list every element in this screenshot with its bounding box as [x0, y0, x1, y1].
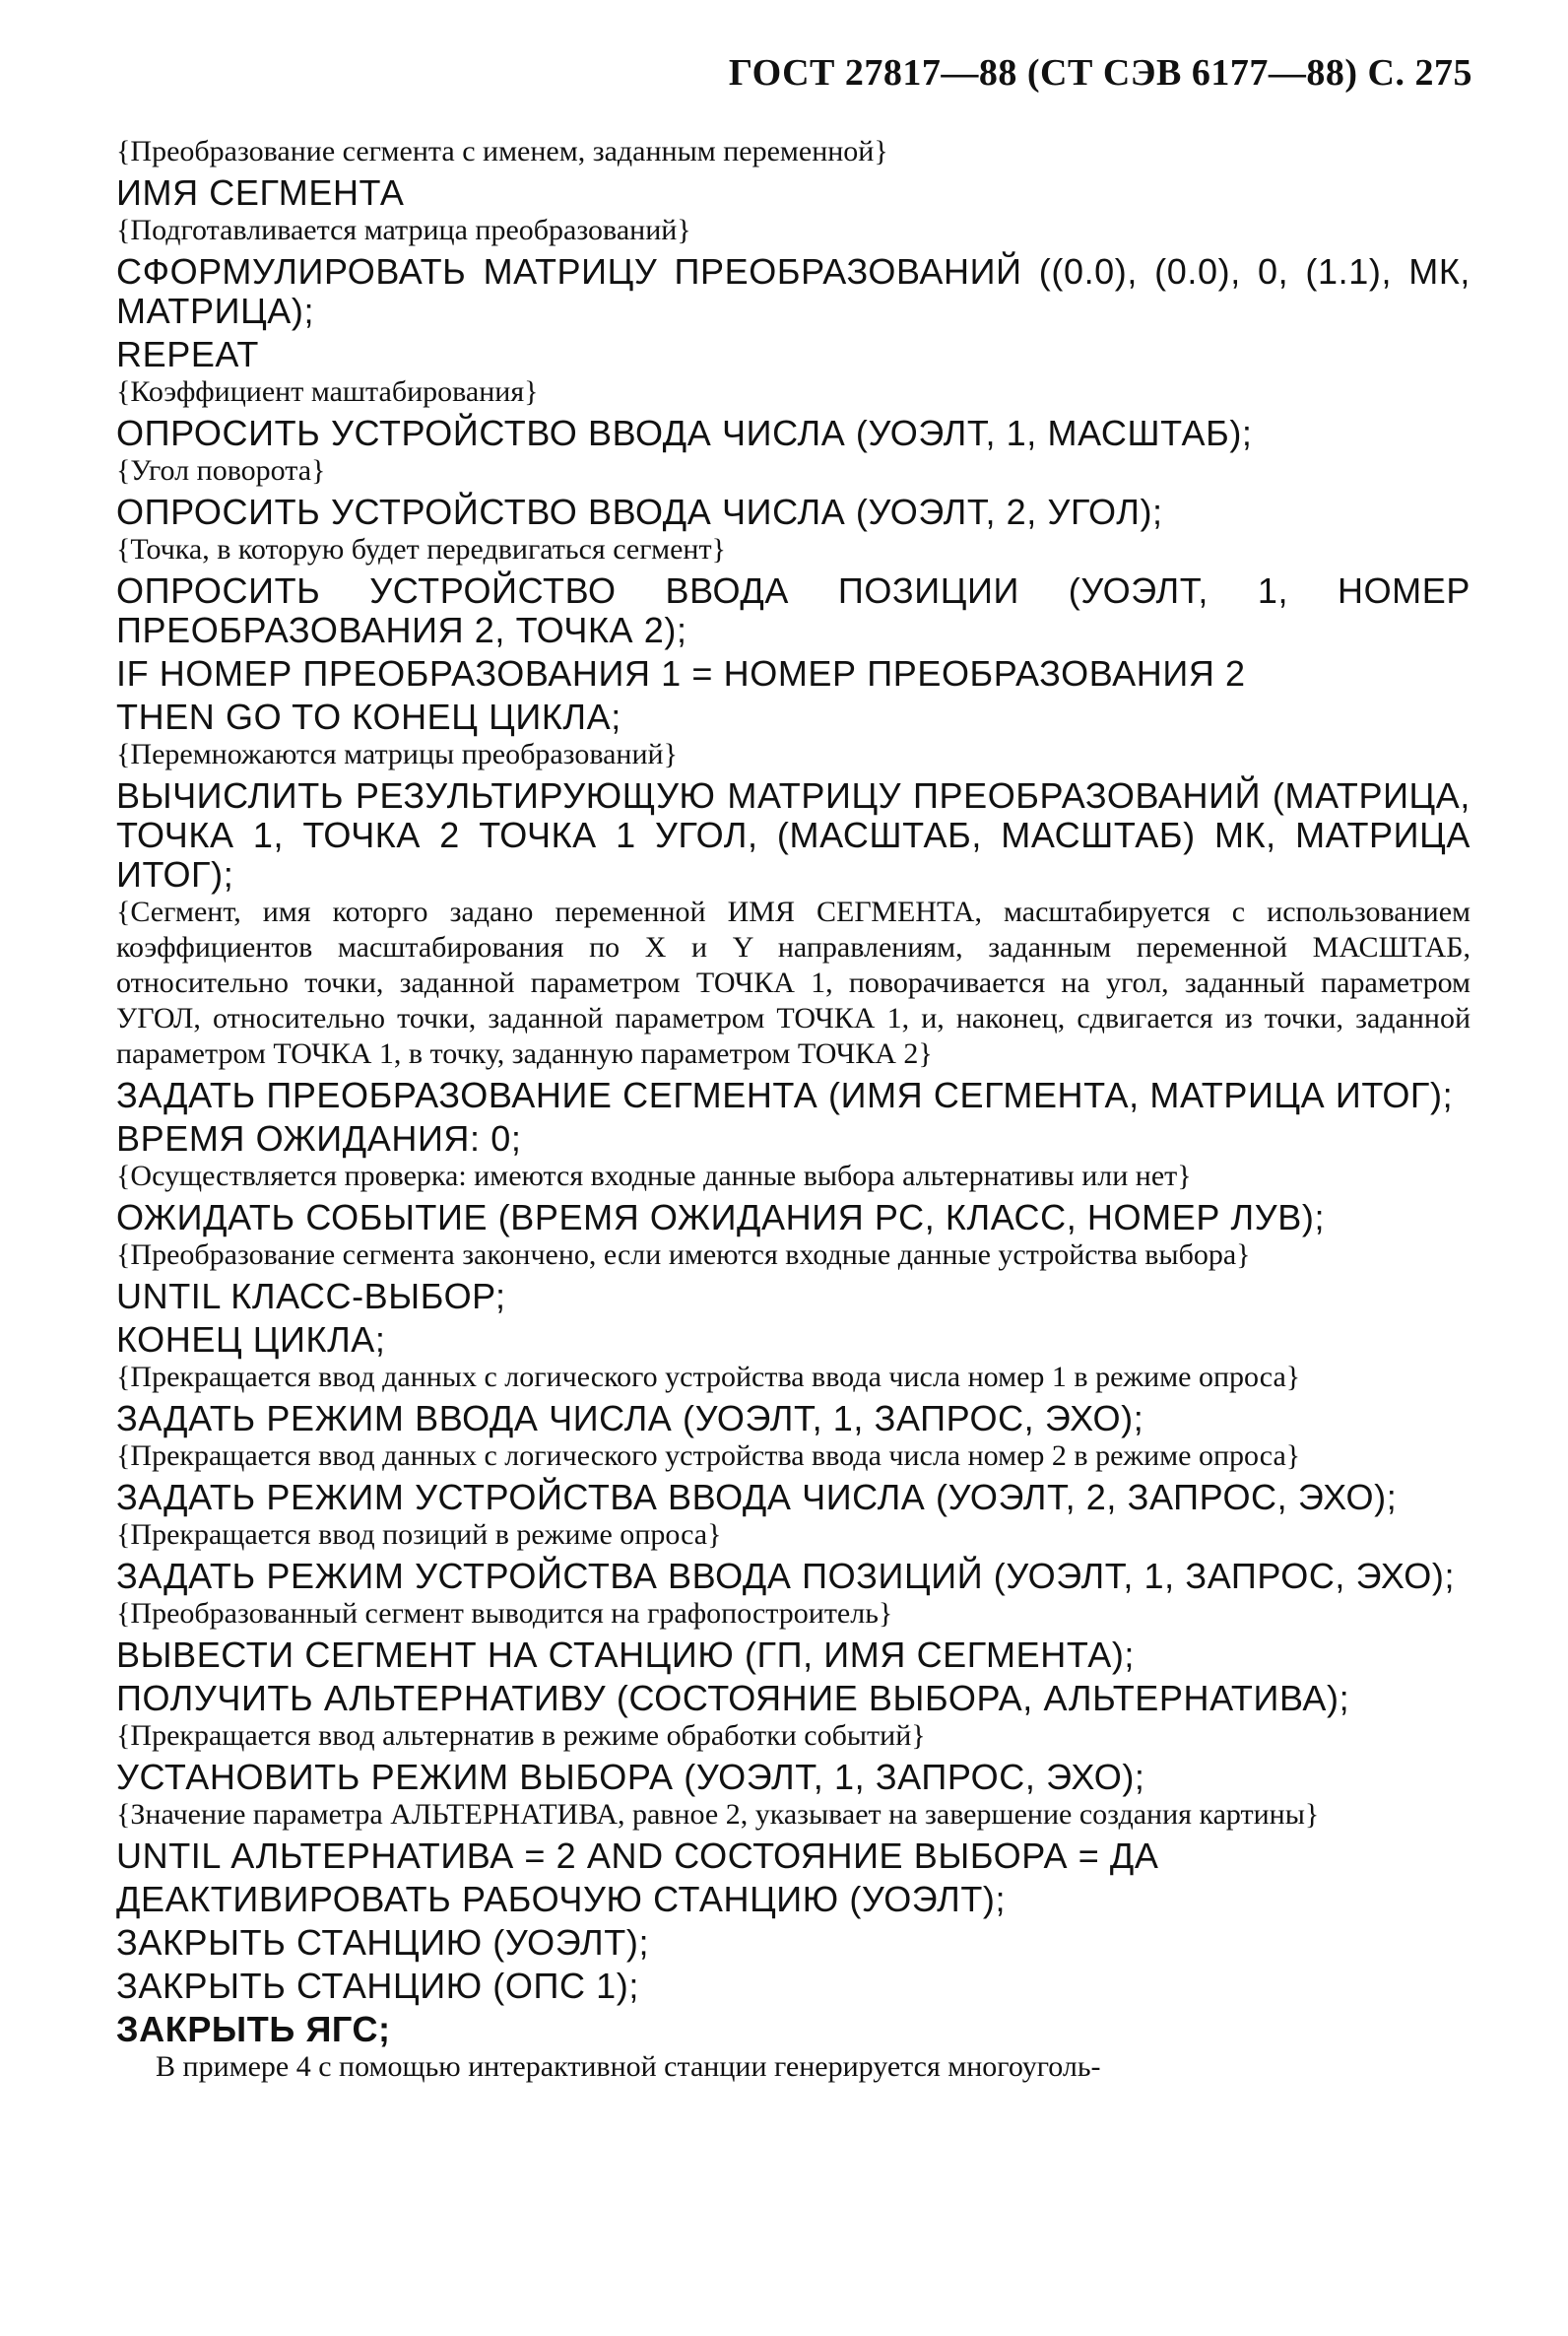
code-statement: REPEAT	[116, 334, 259, 374]
code-comment: {Прекращается ввод данных с логического устройства ввода числа номер 1 в режиме опроса}	[116, 1361, 1301, 1393]
code-statement: СФОРМУЛИРОВАТЬ МАТРИЦУ ПРЕОБРАЗОВАНИЙ ((0.0), (0.0), 0, (1.1), МК, МАТРИЦА);	[116, 251, 1481, 331]
code-comment: {Прекращается ввод позиций в режиме опроса}	[116, 1518, 722, 1551]
code-comment: {Преобразование сегмента закончено, если имеются входные данные устройства выбора}	[116, 1238, 1251, 1271]
code-comment: {Преобразованный сегмент выводится на графопостроитель}	[116, 1597, 893, 1630]
code-statement: ЗАДАТЬ ПРЕОБРАЗОВАНИЕ СЕГМЕНТА (ИМЯ СЕГМЕНТА, МАТРИЦА ИТОГ);	[116, 1075, 1454, 1115]
code-comment: {Сегмент, имя которго задано переменной ИМЯ СЕГМЕНТА, масштабируется с использованием коэффициентов масштабирования по X и Y направлениям, заданным переменной МАСШТАБ, относительно точки, заданной параметром ТОЧКА 1, поворачивается на угол, заданный параметром УГОЛ, относительно точки, заданной параметром ТОЧКА 1, и, наконец, сдвигается из точки, заданной параметром ТОЧКА 1, в точку, заданную параметром ТОЧКА 2}	[116, 896, 1478, 1070]
code-statement: ОЖИДАТЬ СОБЫТИЕ (ВРЕМЯ ОЖИДАНИЯ РС, КЛАСС, НОМЕР ЛУВ);	[116, 1197, 1326, 1237]
code-statement: УСТАНОВИТЬ РЕЖИМ ВЫБОРА (УОЭЛТ, 1, ЗАПРОС, ЭХО);	[116, 1757, 1145, 1797]
code-statement: ЗАКРЫТЬ СТАНЦИЮ (УОЭЛТ);	[116, 1922, 650, 1963]
code-comment: {Прекращается ввод альтернатив в режиме обработки событий}	[116, 1719, 926, 1752]
document-body	[116, 134, 1481, 2085]
code-comment: {Значение параметра АЛЬТЕРНАТИВА, равное 2, указывает на завершение создания картины}	[116, 1798, 1320, 1831]
code-statement: КОНЕЦ ЦИКЛА;	[116, 1319, 386, 1360]
code-statement: IF НОМЕР ПРЕОБРАЗОВАНИЯ 1 = НОМЕР ПРЕОБРАЗОВАНИЯ 2	[116, 653, 1246, 694]
code-statement: ЗАДАТЬ РЕЖИМ УСТРОЙСТВА ВВОДА ПОЗИЦИЙ (УОЭЛТ, 1, ЗАПРОС, ЭХО);	[116, 1556, 1456, 1596]
code-statement: ВЫВЕСТИ СЕГМЕНТ НА СТАНЦИЮ (ГП, ИМЯ СЕГМЕНТА);	[116, 1635, 1136, 1675]
code-statement: ОПРОСИТЬ УСТРОЙСТВО ВВОДА ПОЗИЦИИ (УОЭЛТ, 1, НОМЕР ПРЕОБРАЗОВАНИЯ 2, ТОЧКА 2);	[116, 570, 1481, 650]
code-statement: ПОЛУЧИТЬ АЛЬТЕРНАТИВУ (СОСТОЯНИЕ ВЫБОРА, АЛЬТЕРНАТИВА);	[116, 1678, 1350, 1718]
code-statement: ДЕАКТИВИРОВАТЬ РАБОЧУЮ СТАНЦИЮ (УОЭЛТ);	[116, 1879, 1007, 1919]
page-header: ГОСТ 27817—88 (СТ СЭВ 6177—88) С. 275	[728, 52, 1472, 94]
code-statement: UNTIL КЛАСС-ВЫБОР;	[116, 1276, 506, 1316]
code-comment: {Прекращается ввод данных с логического устройства ввода числа номер 2 в режиме опроса}	[116, 1439, 1301, 1472]
code-statement: ВРЕМЯ ОЖИДАНИЯ: 0;	[116, 1118, 522, 1159]
code-statement: ЗАКРЫТЬ СТАНЦИЮ (ОПС 1);	[116, 1966, 639, 2006]
code-statement: ОПРОСИТЬ УСТРОЙСТВО ВВОДА ЧИСЛА (УОЭЛТ, 2, УГОЛ);	[116, 492, 1163, 532]
body-paragraph: В примере 4 с помощью интерактивной станции генерируется многоуголь-	[156, 2050, 1101, 2083]
code-comment: {Угол поворота}	[116, 454, 326, 487]
code-statement: ЗАДАТЬ РЕЖИМ УСТРОЙСТВА ВВОДА ЧИСЛА (УОЭЛТ, 2, ЗАПРОС, ЭХО);	[116, 1477, 1398, 1517]
code-comment: {Преобразование сегмента с именем, заданным переменной}	[116, 135, 888, 167]
code-comment: {Подготавливается матрица преобразований}	[116, 214, 691, 246]
code-statement: ОПРОСИТЬ УСТРОЙСТВО ВВОДА ЧИСЛА (УОЭЛТ, 1, МАСШТАБ);	[116, 413, 1253, 453]
code-comment: {Осуществляется проверка: имеются входные данные выбора альтернативы или нет}	[116, 1160, 1192, 1192]
code-comment: {Точка, в которую будет передвигаться сегмент}	[116, 533, 726, 566]
code-statement: ЗАКРЫТЬ ЯГС;	[116, 2009, 391, 2049]
code-statement: THEN GO TO КОНЕЦ ЦИКЛА;	[116, 697, 621, 737]
code-comment: {Перемножаются матрицы преобразований}	[116, 738, 678, 770]
code-statement: UNTIL АЛЬТЕРНАТИВА = 2 AND СОСТОЯНИЕ ВЫБОРА = ДА	[116, 1835, 1159, 1876]
code-statement: ИМЯ СЕГМЕНТА	[116, 172, 405, 213]
code-statement: ВЫЧИСЛИТЬ РЕЗУЛЬТИРУЮЩУЮ МАТРИЦУ ПРЕОБРАЗОВАНИЙ (МАТРИЦА, ТОЧКА 1, ТОЧКА 2 ТОЧКА 1 УГОЛ, (МАСШТАБ, МАСШТАБ) МК, МАТРИЦА ИТОГ);	[116, 775, 1481, 895]
code-comment: {Коэффициент маштабирования}	[116, 375, 539, 408]
code-statement: ЗАДАТЬ РЕЖИМ ВВОДА ЧИСЛА (УОЭЛТ, 1, ЗАПРОС, ЭХО);	[116, 1398, 1144, 1438]
